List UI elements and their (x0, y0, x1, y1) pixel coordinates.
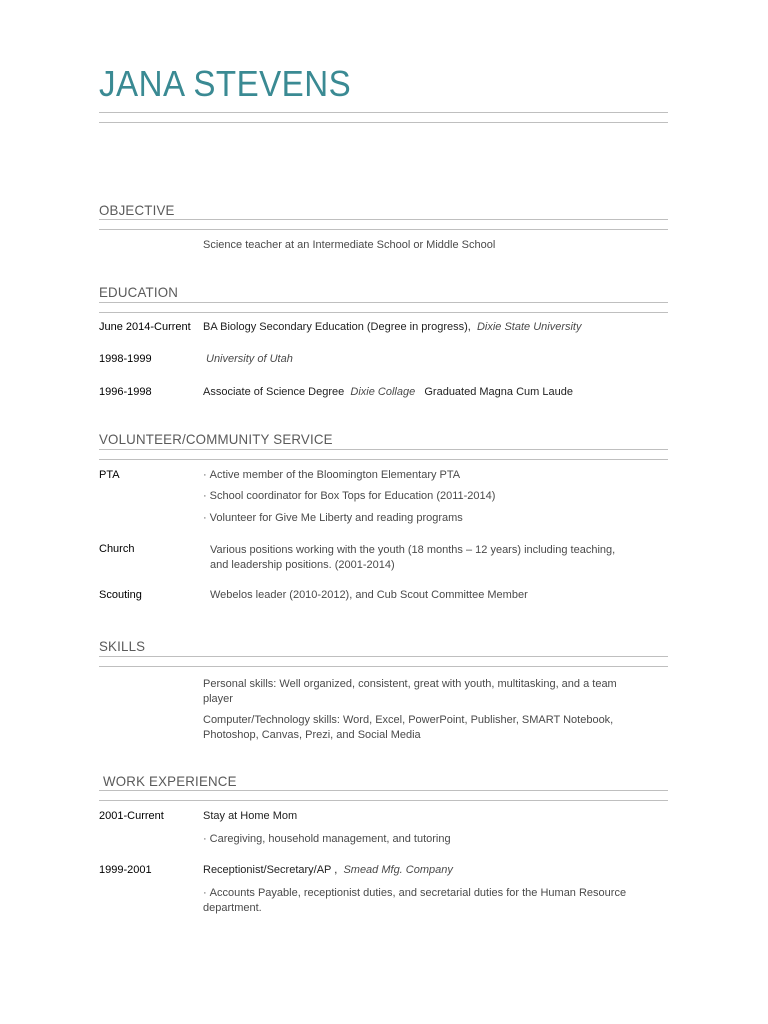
list-item-text: Accounts Payable, receptionist duties, and secretarial duties for the Human Resource department. (203, 887, 627, 914)
volunteer-scouting-text: Webelos leader (2010-2012), and Cub Scout Committee Member (210, 589, 528, 601)
section-divider (99, 312, 668, 313)
education-school: Dixie State University (476, 321, 582, 333)
list-item (203, 833, 451, 845)
skills-computer: Computer/Technology skills: Word, Excel, PowerPoint, Publisher, SMART Notebook, Photoshop, Canvas, Prezi, and Social Media (203, 714, 614, 741)
list-item-text: Active member of the Bloomington Elementary PTA (209, 469, 461, 481)
list-item (203, 490, 495, 502)
section-title-education: EDUCATION (99, 284, 179, 300)
work-title: Receptionist/Secretary/AP , (203, 864, 338, 876)
candidate-name: JANA STEVENS (99, 63, 352, 104)
education-school: University of Utah (206, 353, 293, 365)
education-degree: BA Biology Secondary Education (Degree in progress), (203, 321, 471, 333)
education-entry (203, 386, 573, 398)
bullet-icon: · (203, 512, 207, 524)
bullet-icon: · (203, 490, 207, 502)
section-divider (99, 656, 668, 657)
objective-text: Science teacher at an Intermediate School or Middle School (203, 239, 496, 251)
education-date: June 2014-Current (99, 321, 191, 333)
header-divider-top (99, 112, 668, 113)
section-title-objective: OBJECTIVE (99, 202, 175, 218)
education-entry (203, 321, 582, 333)
education-school: Dixie Collage (350, 386, 416, 398)
volunteer-label-pta: PTA (99, 469, 120, 481)
work-company: Smead Mfg. Company (343, 864, 453, 876)
section-title-work: WORK EXPERIENCE (103, 773, 237, 789)
education-date: 1996-1998 (99, 386, 152, 398)
section-divider (99, 666, 668, 667)
bullet-icon: · (203, 887, 207, 899)
section-divider (99, 459, 668, 460)
work-title: Stay at Home Mom (203, 810, 298, 822)
education-note: Graduated Magna Cum Laude (424, 386, 573, 398)
section-divider (99, 790, 668, 791)
section-title-volunteer: VOLUNTEER/COMMUNITY SERVICE (99, 431, 333, 447)
education-entry (206, 353, 293, 365)
volunteer-church-text: Various positions working with the youth (18 months – 12 years) including teaching, and leadership positions. (2001-2014) (210, 544, 616, 571)
skills-personal: Personal skills: Well organized, consistent, great with youth, multitasking, and a team player (203, 678, 617, 705)
bullet-icon: · (203, 469, 207, 481)
list-item-text: Caregiving, household management, and tutoring (209, 833, 451, 845)
list-item-text: Volunteer for Give Me Liberty and reading programs (209, 512, 463, 524)
section-divider (99, 449, 668, 450)
work-date: 1999-2001 (99, 864, 152, 876)
header-divider-bottom (99, 122, 668, 123)
education-date: 1998-1999 (99, 353, 152, 365)
work-entry (203, 864, 453, 876)
section-divider (99, 800, 668, 801)
education-degree: Associate of Science Degree (203, 386, 345, 398)
section-divider (99, 302, 668, 303)
section-title-skills: SKILLS (99, 638, 146, 654)
section-divider (99, 229, 668, 230)
list-item (203, 469, 460, 481)
section-divider (99, 219, 668, 220)
bullet-icon: · (203, 833, 207, 845)
list-item (203, 512, 463, 524)
volunteer-label-scouting: Scouting (99, 589, 142, 601)
volunteer-label-church: Church (99, 543, 135, 555)
list-item (203, 886, 633, 916)
list-item-text: School coordinator for Box Tops for Education (2011-2014) (209, 490, 496, 502)
work-date: 2001-Current (99, 810, 164, 822)
